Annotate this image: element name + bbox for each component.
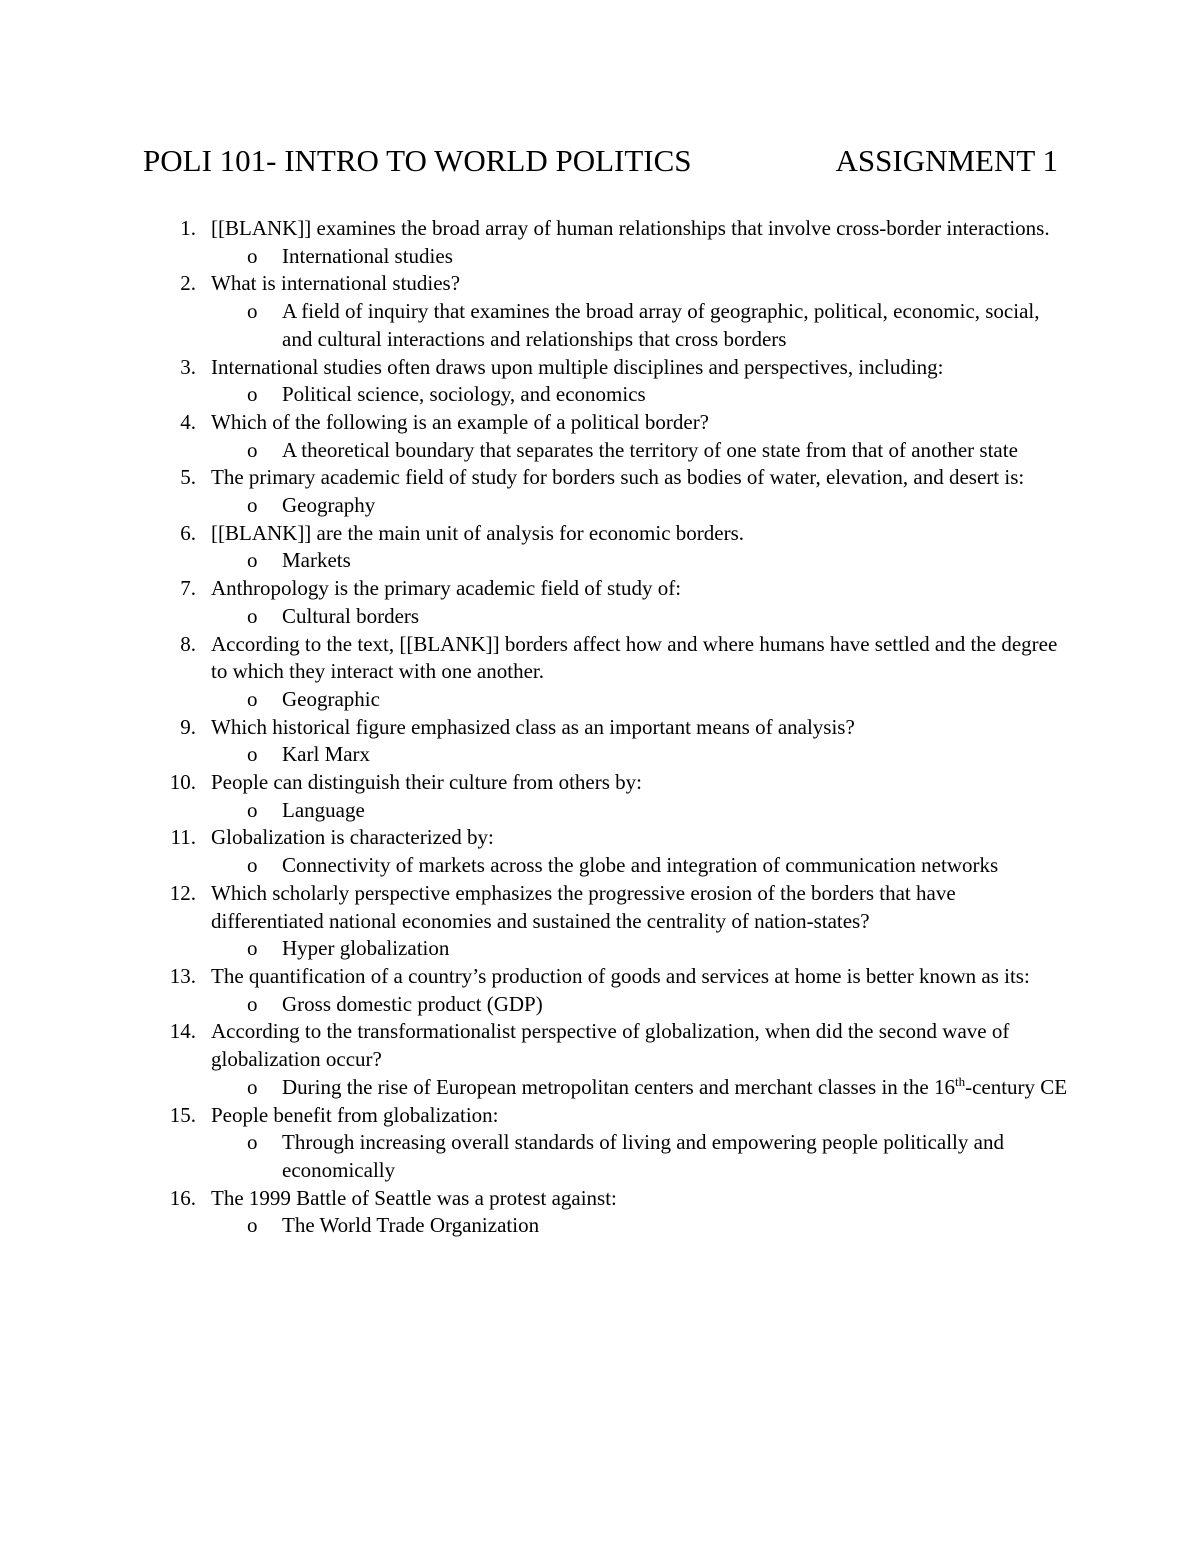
question-number: 3. bbox=[180, 354, 196, 379]
question-number: 15. bbox=[169, 1102, 196, 1127]
answer-text: Markets bbox=[282, 548, 351, 573]
answer-item bbox=[211, 852, 1070, 880]
question-number: 9. bbox=[180, 714, 196, 739]
question-text: Globalization is characterized by: bbox=[211, 825, 494, 850]
bullet-icon: o bbox=[247, 1213, 258, 1238]
answer-text bbox=[282, 1075, 1067, 1099]
question-text: People benefit from globalization: bbox=[211, 1102, 499, 1127]
answer-item bbox=[211, 437, 1070, 465]
answer-item bbox=[211, 797, 1070, 825]
question-text: People can distinguish their culture from others by: bbox=[211, 770, 642, 795]
question-number: 16. bbox=[169, 1185, 196, 1210]
answer-item bbox=[211, 991, 1070, 1019]
answer-item bbox=[211, 741, 1070, 769]
question-text: Anthropology is the primary academic field of study of: bbox=[211, 576, 682, 601]
question-text: Which scholarly perspective emphasizes the progressive erosion of the borders that have differentiated national economies and sustained the centrality of nation-states? bbox=[211, 880, 956, 933]
answer-text: A field of inquiry that examines the broad array of geographic, political, economic, social, and cultural interactions and relationships that cross borders bbox=[282, 299, 1040, 351]
question-number: 1. bbox=[180, 216, 196, 240]
question-item bbox=[0, 824, 1070, 879]
answer-item bbox=[211, 1212, 1070, 1240]
answer-text: Karl Marx bbox=[282, 742, 371, 767]
document-header bbox=[143, 139, 1058, 189]
answer-item bbox=[211, 492, 1070, 520]
answer-item bbox=[211, 298, 1070, 353]
question-number: 13. bbox=[169, 963, 196, 988]
question-text: The primary academic field of study for borders such as bodies of water, elevation, and desert is: bbox=[211, 465, 1025, 490]
answer-text: Hyper globalization bbox=[282, 936, 450, 961]
answer-item bbox=[211, 243, 1070, 271]
answer-text: Geography bbox=[282, 493, 376, 518]
answer-text: Connectivity of markets across the globe and integration of communication networks bbox=[282, 853, 999, 878]
question-text: What is international studies? bbox=[211, 271, 461, 296]
answer-text: Political science, sociology, and economics bbox=[282, 382, 646, 407]
assignment-title: ASSIGNMENT 1 bbox=[835, 143, 1058, 178]
question-item bbox=[0, 1185, 1070, 1240]
question-text: According to the transformationalist perspective of globalization, when did the second wave of globalization occur? bbox=[211, 1019, 1010, 1072]
answer-text: Gross domestic product (GDP) bbox=[282, 991, 543, 1016]
question-text: Which of the following is an example of a political border? bbox=[211, 409, 710, 434]
answer-item bbox=[211, 1074, 1070, 1102]
bullet-icon: o bbox=[247, 548, 258, 573]
question-item bbox=[0, 963, 1070, 1018]
answer-text: International studies bbox=[282, 243, 453, 268]
answer-text: Geographic bbox=[282, 686, 380, 711]
question-number: 11. bbox=[170, 825, 196, 850]
answer-item bbox=[211, 547, 1070, 575]
question-number: 6. bbox=[180, 520, 196, 545]
answer-item bbox=[211, 686, 1070, 714]
question-item bbox=[0, 1102, 1070, 1185]
bullet-icon: o bbox=[247, 382, 258, 407]
question-text: The quantification of a country’s production of goods and services at home is better known as its: bbox=[211, 963, 1030, 988]
question-text: Which historical figure emphasized class as an important means of analysis? bbox=[211, 714, 855, 739]
bullet-icon: o bbox=[247, 853, 258, 878]
bullet-icon: o bbox=[247, 493, 258, 518]
ordinal-suffix: th bbox=[954, 1073, 966, 1089]
bullet-icon: o bbox=[247, 1074, 258, 1099]
answer-text: A theoretical boundary that separates the territory of one state from that of another state bbox=[282, 437, 1018, 462]
question-number: 8. bbox=[180, 631, 196, 656]
bullet-icon: o bbox=[247, 243, 258, 268]
question-number: 14. bbox=[169, 1019, 196, 1044]
question-item bbox=[0, 520, 1070, 575]
answer-item bbox=[211, 1129, 1070, 1184]
question-number: 12. bbox=[169, 880, 196, 905]
question-item bbox=[0, 464, 1070, 519]
question-number: 7. bbox=[180, 576, 196, 601]
bullet-icon: o bbox=[247, 437, 258, 462]
bullet-icon: o bbox=[247, 742, 258, 767]
answer-text: The World Trade Organization bbox=[282, 1213, 540, 1238]
question-item bbox=[0, 714, 1070, 769]
question-item bbox=[0, 409, 1070, 464]
answer-text-tail: -century CE bbox=[965, 1074, 1068, 1099]
answer-text: Cultural borders bbox=[282, 603, 420, 628]
answer-text: Through increasing overall standards of living and empowering people politically and economically bbox=[282, 1130, 1004, 1182]
question-text: [[BLANK]] examines the broad array of human relationships that involve cross-border interactions. bbox=[211, 216, 1050, 240]
question-item bbox=[0, 215, 1070, 270]
question-number: 10. bbox=[169, 770, 196, 795]
bullet-icon: o bbox=[247, 936, 258, 961]
question-list bbox=[0, 215, 1070, 1240]
question-item bbox=[0, 1018, 1070, 1101]
question-number: 2. bbox=[180, 271, 196, 296]
answer-item bbox=[211, 381, 1070, 409]
question-text: [[BLANK]] are the main unit of analysis for economic borders. bbox=[211, 520, 744, 545]
answer-item bbox=[211, 935, 1070, 963]
bullet-icon: o bbox=[247, 797, 258, 822]
bullet-icon: o bbox=[247, 991, 258, 1016]
course-title: POLI 101- INTRO TO WORLD POLITICS bbox=[143, 143, 692, 178]
question-item bbox=[0, 880, 1070, 963]
bullet-icon: o bbox=[247, 1130, 258, 1155]
bullet-icon: o bbox=[247, 686, 258, 711]
question-item bbox=[0, 631, 1070, 714]
bullet-icon: o bbox=[247, 299, 258, 324]
question-number: 5. bbox=[180, 465, 196, 490]
question-text: The 1999 Battle of Seattle was a protest against: bbox=[211, 1185, 617, 1210]
question-text: International studies often draws upon multiple disciplines and perspectives, including: bbox=[211, 354, 944, 379]
question-number: 4. bbox=[180, 409, 196, 434]
question-item bbox=[0, 354, 1070, 409]
question-item bbox=[0, 270, 1070, 353]
answer-text-main: During the rise of European metropolitan centers and merchant classes in the 16 bbox=[282, 1074, 955, 1099]
question-item bbox=[0, 575, 1070, 630]
answer-item bbox=[211, 603, 1070, 631]
bullet-icon: o bbox=[247, 603, 258, 628]
question-text: According to the text, [[BLANK]] borders affect how and where humans have settled and the degree to which they interact with one another. bbox=[211, 631, 1058, 684]
answer-text: Language bbox=[282, 797, 365, 822]
question-item bbox=[0, 769, 1070, 824]
